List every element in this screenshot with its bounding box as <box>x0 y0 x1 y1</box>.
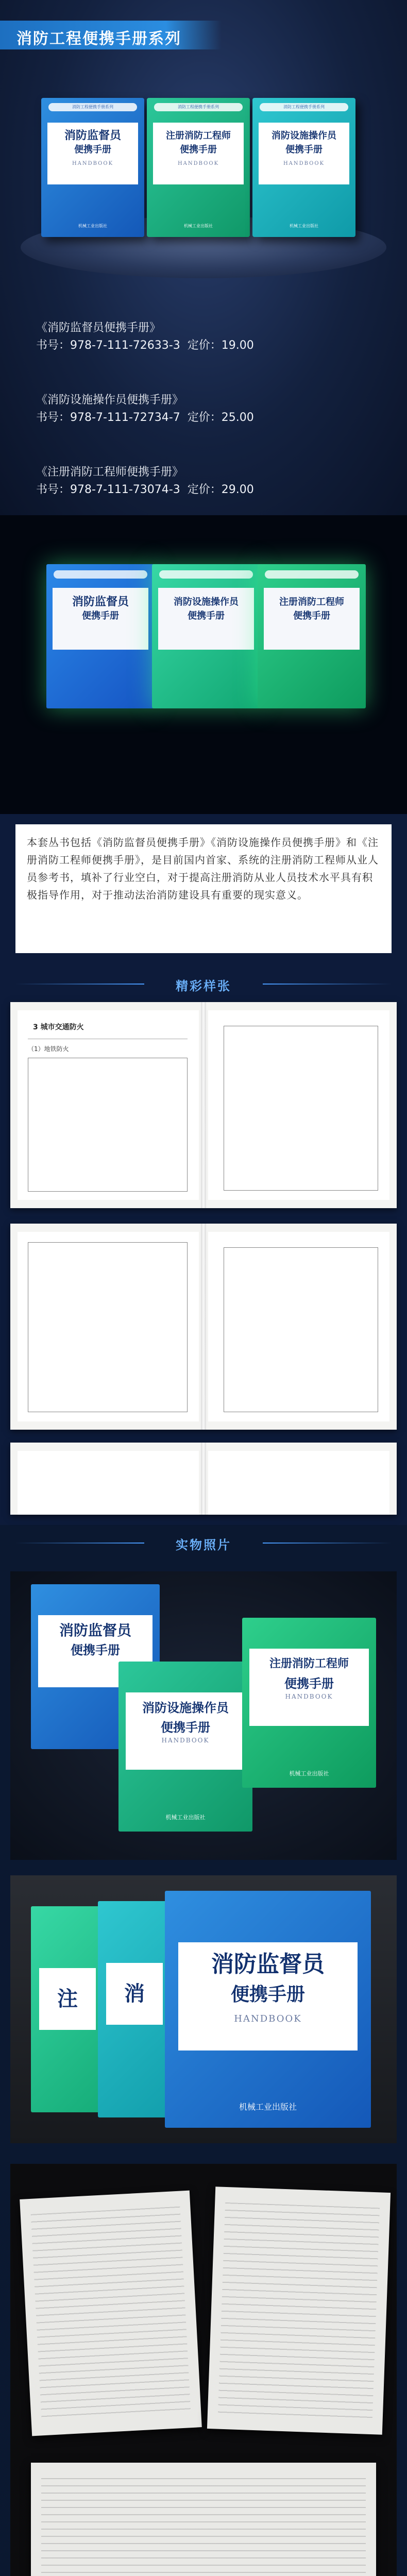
open-book-left <box>20 2191 202 2436</box>
book-name: 《消防设施操作员便携手册》 <box>36 394 184 406</box>
section-heading: （1）地铁防火 <box>28 1045 69 1053</box>
page-text-lines <box>31 2207 191 2420</box>
cover-subtitle: 便携手册 <box>293 611 330 621</box>
book-meta: 书号：978-7-111-72633-3 定价：19.00 <box>36 339 254 352</box>
cover-publisher: 机械工业出版社 <box>239 2102 297 2112</box>
chapter-heading: 3 城市交通防火 <box>33 1023 84 1031</box>
price: 19.00 <box>221 339 254 352</box>
cover-subtitle: 便携手册 <box>161 1720 210 1735</box>
highlights-heading: 精彩样张 <box>176 979 231 993</box>
series-band <box>265 570 359 579</box>
cover-title: 注册消防工程师 <box>166 130 231 141</box>
book-cover-operator <box>252 98 355 237</box>
cover-handbook: HANDBOOK <box>161 1737 210 1744</box>
isbn: 978-7-111-72734-7 <box>70 411 180 424</box>
sample-page-left <box>18 1010 199 1200</box>
isbn: 978-7-111-72633-3 <box>70 339 180 352</box>
series-title: 消防工程便携手册系列 <box>16 30 181 48</box>
description-text: 本套丛书包括《消防监督员便携手册》《消防设施操作员便携手册》和《注册消防工程师便携手册》，是目前国内首家、系统的注册消防工程师从业人员参考书，填补了行业空白，对于提高注册消防从业人员技术水平具有积极指导作用，对于推动法治消防建设具有重要的现实意义。 <box>27 836 379 901</box>
content-box <box>28 1058 188 1192</box>
cover-title: 消防监督员 <box>211 1951 325 1977</box>
hero-section <box>0 0 407 515</box>
page-text-lines <box>41 2478 366 2576</box>
sample-spread-3 <box>10 1443 397 1515</box>
highlights-divider <box>0 974 407 994</box>
cover-title-panel <box>39 1968 96 2030</box>
isbn: 978-7-111-73074-3 <box>70 483 180 496</box>
book-cover-engineer <box>147 98 250 237</box>
open-book-right <box>207 2187 391 2435</box>
sample-page-right <box>208 1232 389 1421</box>
cover-title: 消防监督员 <box>72 596 129 608</box>
series-title-bar <box>0 21 222 49</box>
cover-handbook: HANDBOOK <box>283 161 325 166</box>
sample-page-right <box>208 1010 389 1200</box>
cover-publisher: 机械工业出版社 <box>78 224 107 228</box>
page-text-lines <box>218 2202 380 2419</box>
book-meta: 书号：978-7-111-72734-7 定价：25.00 <box>36 411 254 424</box>
cover-title-panel <box>249 1649 369 1726</box>
cover-title: 注册消防工程师 <box>269 1657 349 1670</box>
glow-book-1 <box>46 564 155 708</box>
cover-title: 注册消防工程师 <box>279 597 344 607</box>
cover-title: 消防设施操作员 <box>272 130 336 141</box>
book-meta: 书号：978-7-111-73074-3 定价：29.00 <box>36 483 254 496</box>
cover-subtitle: 便携手册 <box>188 611 225 621</box>
cover-title-panel <box>158 588 254 650</box>
sample-page-right <box>208 1451 389 1515</box>
cover-publisher: 机械工业出版社 <box>290 224 318 228</box>
sample-spread-1 <box>10 1002 397 1208</box>
book-info-3 <box>36 464 254 499</box>
cover-title: 消防监督员 <box>59 1622 131 1639</box>
cover-handbook: HANDBOOK <box>72 161 114 166</box>
content-box <box>28 1242 188 1412</box>
cover-publisher: 机械工业出版社 <box>165 1814 206 1821</box>
book-name: 《注册消防工程师便携手册》 <box>36 466 184 479</box>
cover-handbook: HANDBOOK <box>285 1693 333 1700</box>
photo-book-front <box>165 1891 371 2128</box>
open-book-bottom <box>31 2463 376 2576</box>
cover-title: 消 <box>124 1982 145 2006</box>
cover-subtitle: 便携手册 <box>82 611 119 621</box>
price: 29.00 <box>221 483 254 496</box>
cover-subtitle: 便携手册 <box>180 144 217 155</box>
photos-divider <box>0 1533 407 1553</box>
book-gutter <box>201 1002 206 1208</box>
cover-subtitle: 便携手册 <box>284 1676 334 1691</box>
cover-handbook: HANDBOOK <box>177 161 219 166</box>
cover-title-panel <box>153 123 244 184</box>
cover-title-panel <box>264 588 360 650</box>
glow-book-3 <box>258 564 366 708</box>
cover-title: 消防设施操作员 <box>142 1701 229 1715</box>
cover-title-panel <box>126 1692 245 1770</box>
cover-title-panel <box>47 123 138 184</box>
photo-book-operator <box>118 1662 252 1832</box>
series-band <box>54 570 147 579</box>
price: 25.00 <box>221 411 254 424</box>
series-band: 消防工程便携手册系列 <box>260 103 348 111</box>
photos-heading: 实物照片 <box>176 1538 231 1552</box>
photo-book-engineer <box>242 1618 376 1788</box>
cover-subtitle: 便携手册 <box>285 144 323 155</box>
book-gutter <box>201 1224 206 1430</box>
book-gutter <box>201 1443 206 1515</box>
glow-book-2 <box>152 564 260 708</box>
cover-publisher: 机械工业出版社 <box>184 224 213 228</box>
cover-handbook: HANDBOOK <box>234 2013 302 2024</box>
book-info-2 <box>36 392 254 427</box>
sample-page-left <box>18 1232 199 1421</box>
sample-page-left <box>18 1451 199 1515</box>
cover-title-panel <box>259 123 349 184</box>
sample-spread-2 <box>10 1224 397 1430</box>
cover-title: 消防监督员 <box>64 129 121 142</box>
description-box <box>15 824 392 953</box>
book-name: 《消防监督员便携手册》 <box>36 321 161 334</box>
cover-title-panel <box>106 1963 163 2025</box>
series-band: 消防工程便携手册系列 <box>154 103 243 111</box>
book-cover-supervisor <box>41 98 144 237</box>
cover-title: 消防设施操作员 <box>174 597 239 607</box>
cover-subtitle: 便携手册 <box>74 144 111 155</box>
content-box <box>224 1026 378 1191</box>
content-box <box>224 1247 378 1412</box>
cover-title: 注 <box>57 1987 78 2011</box>
cover-title-panel <box>53 588 148 650</box>
cover-subtitle: 便携手册 <box>230 1984 305 2005</box>
book-info-1 <box>36 319 254 354</box>
series-band <box>159 570 253 579</box>
cover-subtitle: 便携手册 <box>71 1643 120 1657</box>
cover-publisher: 机械工业出版社 <box>289 1770 329 1777</box>
series-band: 消防工程便携手册系列 <box>48 103 137 111</box>
cover-title-panel <box>178 1942 358 2050</box>
